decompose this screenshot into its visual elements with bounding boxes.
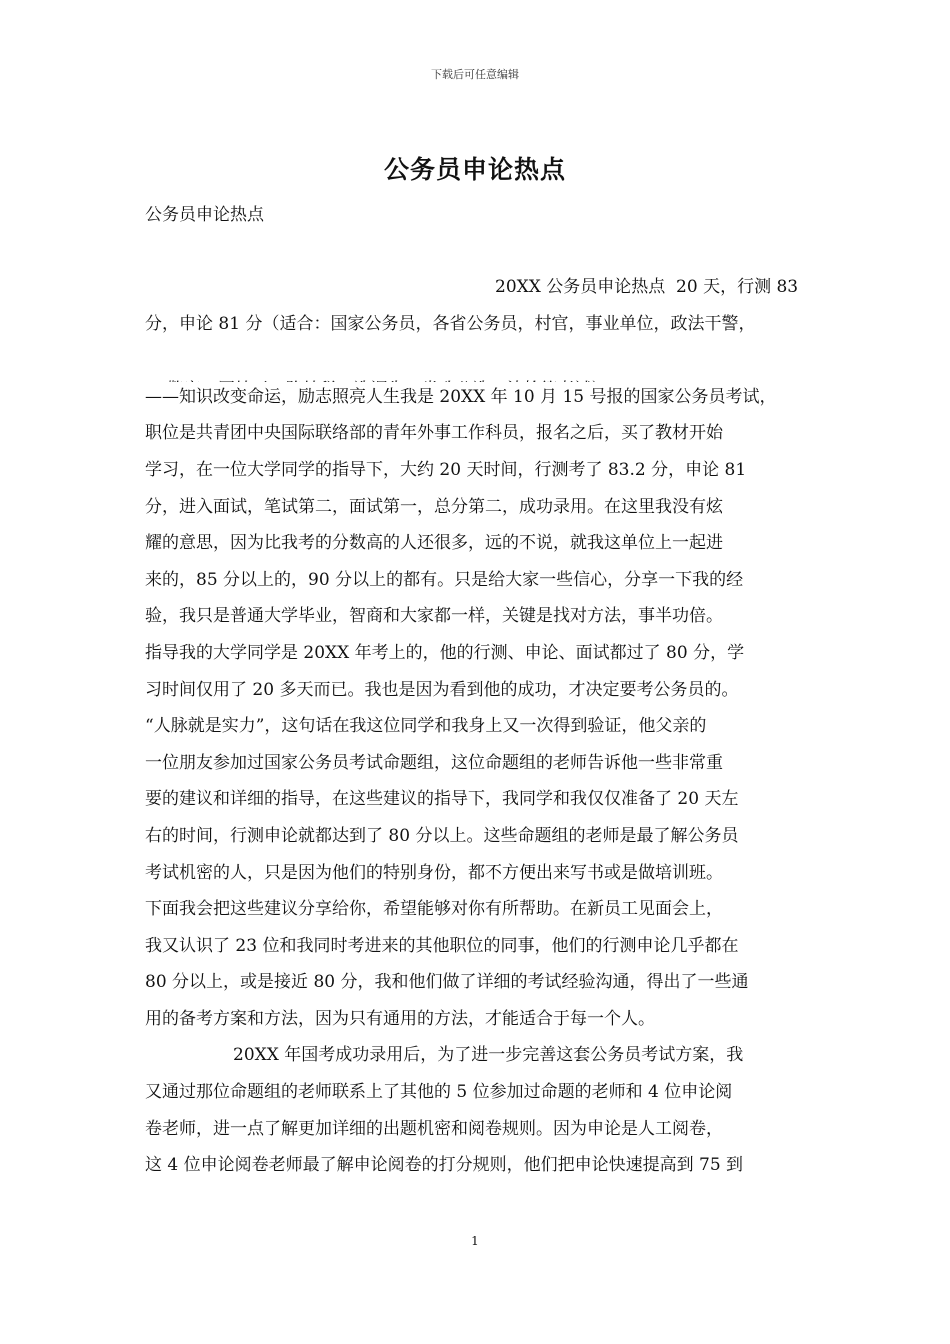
body-line: 验，我只是普通大学毕业，智商和大家都一样，关键是找对方法，事半功倍。 <box>145 606 723 627</box>
body-line: 下面我会把这些建议分享给你，希望能够对你有所帮助。在新员工见面会上， <box>145 899 723 920</box>
body-line <box>167 380 609 382</box>
body-line: 要的建议和详细的指导，在这些建议的指导下，我同学和我仅仅准备了 20 天左 <box>145 789 739 810</box>
body-line: 20XX 公务员申论热点 20 天，行测 83 <box>495 277 799 297</box>
body-line: 一位朋友参加过国家公务员考试命题组，这位命题组的老师告诉他一些非常重 <box>145 752 723 773</box>
body-line: 卷老师，进一点了解更加详细的出题机密和阅卷规则。因为申论是人工阅卷， <box>145 1118 723 1139</box>
body-line: 来的，85 分以上的，90 分以上的都有。只是给大家一些信心，分享一下我的经 <box>145 569 744 590</box>
body-line: 习时间仅用了 20 多天而已。我也是因为看到他的成功，才决定要考公务员的。 <box>145 679 739 700</box>
body-line: 右的时间，行测申论就都达到了 80 分以上。这些命题组的老师是最了解公务员 <box>145 825 739 846</box>
body-line: 分，申论 81 分（适合：国家公务员，各省公务员，村官，事业单位，政法干警， <box>145 313 756 334</box>
document-subtitle: 公务员申论热点 <box>145 205 264 225</box>
document-title: 公务员申论热点 <box>383 155 566 184</box>
body-line: 考试机密的人，只是因为他们的特别身份，都不方便出来写书或是做培训班。 <box>145 862 723 883</box>
body-line: ——知识改变命运，励志照亮人生我是 20XX 年 10 月 15 号报的国家公务员考试， <box>145 386 777 407</box>
body-line: 又通过那位命题组的老师联系上了其他的 5 位参加过命题的老师和 4 位申论阅 <box>145 1082 733 1103</box>
body-line: “人脉就是实力”，这句话在我这位同学和我身上又一次得到验证，他父亲的 <box>145 716 707 737</box>
body-line: 分，进入面试，笔试第二，面试第一，总分第二，成功录用。在这里我没有炫 <box>145 496 723 517</box>
body-line: 职位是共青团中央国际联络部的青年外事工作科员，报名之后，买了教材开始 <box>145 423 723 444</box>
body-line: 指导我的大学同学是 20XX 年考上的，他的行测、申论、面试都过了 80 分，学 <box>145 642 745 663</box>
body-line: 用的备考方案和方法，因为只有通用的方法，才能适合于每一个人。 <box>145 1008 655 1029</box>
body-line: 20XX 年国考成功录用后，为了进一步完善这套公务员考试方案，我 <box>233 1045 744 1066</box>
body-line: 80 分以上，或是接近 80 分，我和他们做了详细的考试经验沟通，得出了一些通 <box>145 972 749 993</box>
header-note: 下载后可任意编辑 <box>431 68 519 81</box>
page-number: 1 <box>471 1234 479 1248</box>
body-line: 耀的意思，因为比我考的分数高的人还很多，远的不说，就我这单位上一起进 <box>145 533 723 554</box>
body-line: 这 4 位申论阅卷老师最了解申论阅卷的打分规则，他们把申论快速提高到 75 到 <box>145 1155 744 1176</box>
body-line-with-dash <box>145 345 813 382</box>
document-body <box>145 272 813 1187</box>
body-line: 我又认识了 23 位和我同时考进来的其他职位的同事，他们的行测申论几乎都在 <box>145 935 739 956</box>
body-line: 学习，在一位大学同学的指导下，大约 20 天时间，行测考了 83.2 分，申论 81 <box>145 459 747 480</box>
